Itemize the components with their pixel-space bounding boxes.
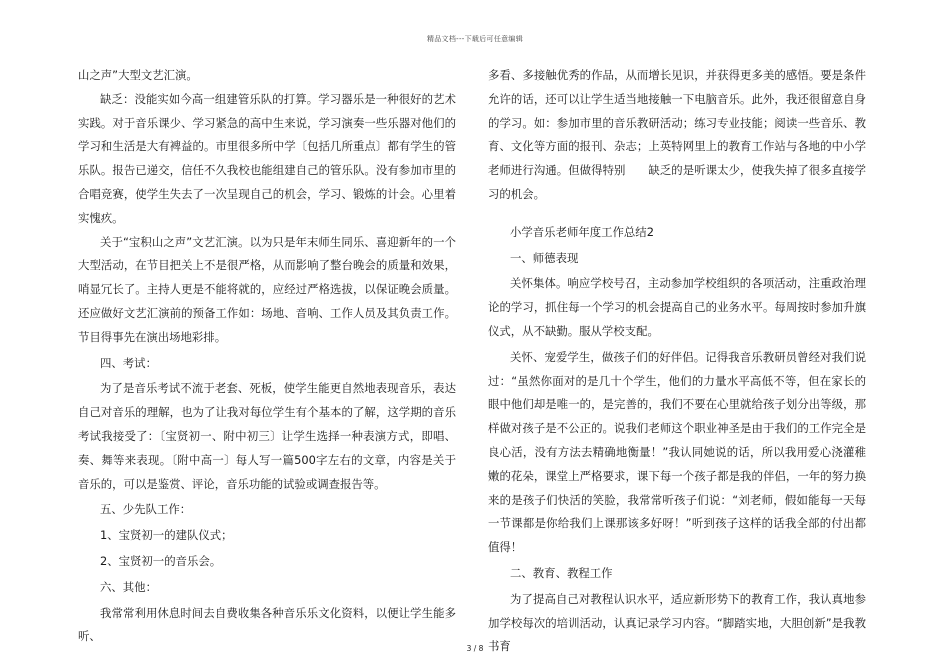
paragraph: 多看、多接触优秀的作品，从而增长见识，并获得更多美的感悟。要是条件允许的话，还可以让学生适当地接触一下电脑音乐。此外，我还很留意自身的学习。如：参加市里的音乐教研活动；练习专业技能；阅读一些音乐、教育、文化等方面的报刊、杂志；上英特网里上的教育工作站与各地的中小学老师进行沟通。但做得特别 缺乏的是听课太少，使我失掉了很多直接学习的机会。 [488, 68, 866, 201]
section-heading: 四、考试： [100, 355, 157, 370]
section-heading: 五、少先队工作： [100, 502, 192, 517]
list-item: 2、宝贤初一的音乐会。 [100, 553, 222, 568]
page-header: 精品文档---下载后可任意编辑 [426, 35, 524, 43]
paragraph: 关怀、宠爱学生，做孩子们的好伴侣。记得我音乐教研员曾经对我们说过：“虽然你面对的是几十个学生，他们的力量水平高低不等，但在家长的眼中他们却是唯一的，是完善的，我们不要在心里就给孩子划分出等级，那样做对孩子是不公正的。说我们老师这个职业神圣是由于我们的工作完全是良心活，没有方法去精确地衡量！”我认同她说的话，所以我用爱心浇灌稚嫩的花朵，课堂上严格要求，课下每一个孩子都是我的伴侣，一年的努力换来的是孩子们快活的笑脸，我常常听孩子们说：“刘老师，假如能每一天每一节课都是你给我们上课那该多好呀！”听到孩子这样的话我全部的付出都值得！ [488, 349, 866, 555]
section-heading: 一、师德表现 [510, 250, 579, 265]
section-heading: 二、教育、教程工作 [510, 565, 613, 580]
document-title: 小学音乐老师年度工作总结2 [510, 224, 654, 239]
paragraph: 为了提高自己对教程认识水平，适应新形势下的教育工作，我认真地参加学校每次的培训活动，认真记录学习内容。“脚踏实地，大胆创新”是我教书育 [488, 591, 866, 654]
paragraph: 山之声”大型文艺汇演。 [78, 68, 198, 82]
paragraph: 关于“宝积山之声”文艺汇演。以为只是年末师生同乐、喜迎新年的一个大型活动，在节目把关上不是很严格，从而影响了整台晚会的质量和效果，哨显冗长了。主持人更是不能将就的，应经过严格选拔，以保证晚会质量。还应做好文艺汇演前的预备工作如：场地、音响、工作人员及其负责工作。节目得事先在演出场地彩排。 [78, 234, 456, 344]
paragraph: 为了是音乐考试不流于老套、死板，使学生能更自然地表现音乐，表达自己对音乐的理解，也为了让我对每位学生有个基本的了解，这学期的音乐考试我接受了：〔宝贤初一、附中初三〕让学生选择一种表演方式，即唱、奏、舞等来表现。〔附中高一〕每人写一篇500字左右的文章，内容是关于音乐的，可以是鉴赏、评论，音乐功能的试验或调查报告等。 [78, 381, 456, 491]
paragraph: 关怀集体。响应学校号召，主动参加学校组织的各项活动，注重政治理论的学习，抓住每一个学习的机会提高自己的业务水平。每周按时参加升旗仪式，从不缺勤。服从学校支配。 [488, 276, 866, 338]
left-column [78, 64, 456, 649]
page-number: 3 / 8 [466, 644, 484, 653]
paragraph: 我常常利用休息时间去自费收集各种音乐乐文化资料，以便让学生能多听、 [78, 605, 456, 644]
section-heading: 六、其他： [100, 579, 157, 594]
list-item: 1、宝贤初一的建队仪式； [100, 528, 233, 543]
right-column [488, 64, 866, 659]
paragraph: 缺乏：没能实如今高一组建管乐队的打算。学习器乐是一种很好的艺术实践。对于音乐课少、学习紧急的高中生来说，学习演奏一些乐器对他们的学习和生活是大有裨益的。市里很多所中学〔包括几所重点〕都有学生的管乐队。报告已递交，信任不久我校也能组建自己的管乐队。没有参加市里的合唱竞赛，使学生失去了一次呈现自己的机会，学习、锻炼的计会。心里着实愧疚。 [78, 91, 456, 225]
